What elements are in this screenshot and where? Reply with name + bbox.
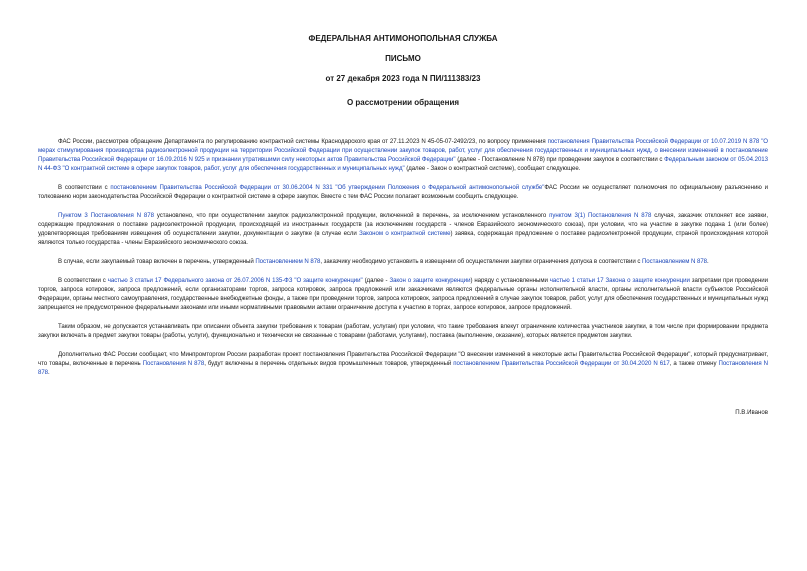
paragraph-text: Дополнительно ФАС России сообщает, что Минпромторгом России разработан проект постановления Правительства Российской Федерации "О внесении изменений в некоторые акты Правительства Российской Федерации", который предусматривает, что товары, включенные в перечень [38,351,768,367]
document-body [38,137,768,377]
paragraph [38,350,768,377]
paragraph-text: , а также отмену [669,360,719,367]
document-link[interactable]: Постановления N 878 [142,360,205,367]
signature: П.В.Иванов [735,409,768,416]
paragraph-text: . [48,369,50,376]
document-link[interactable]: Пунктом 3 Постановления N 878 [58,212,154,219]
document-link[interactable]: Законом о контрактной системе [359,230,451,237]
paragraph [38,183,768,201]
document-page [38,34,768,416]
document-subject: О рассмотрении обращения [346,98,460,107]
paragraph-text: Таким образом, не допускается устанавливать при описании объекта закупки требования к товарам (работам, услугам) при условии, что такие требования влекут ограничение количества участников закупки, в том числе при формировании предмета закупки включать в предмет закупки товары (работы, услуги), функционально и технически не связанные с товарами (работами, услугами), поставка (выполнение, оказание), которых является предметом закупки. [38,323,768,339]
paragraph-text: , заказчику необходимо установить в извещении об осуществлении закупки ограничения допуска в соответствии с [320,258,642,265]
paragraph-text: ) заявка, содержащая предложение о поставке радиоэлектронной продукции, страной происхождения которой являются только государства - члены Евразийского экономического союза. [38,230,768,246]
paragraph-text: В случае, если закупаемый товар включен в перечень, утвержденный [58,258,256,265]
paragraph [38,211,768,247]
document-date-number: от 27 декабря 2023 года N ПИ/111383/23 [325,74,481,83]
paragraph-text: В соответствии с [58,277,108,284]
paragraph-text: (далее - Постановление N 878) при проведении закупок в соответствии с [455,156,665,163]
paragraph-text: (далее - Закон о контрактной системе), сообщает следующее. [404,165,581,172]
paragraph [38,137,768,173]
paragraph-text: ФАС России, рассмотрев обращение Департамента по регулированию контрактной системы Краснодарского края от 27.11.2023 N 45-05-07-2492/23, по вопросу применения [58,138,548,145]
document-link[interactable]: постановлением Правительства Российской Федерации от 30.04.2020 N 617 [453,360,670,367]
document-link[interactable]: частью 1 статьи 17 Закона о защите конкуренции [549,277,690,284]
paragraph-text: . [707,258,709,265]
document-link[interactable]: пунктом 3(1) Постановления N 878 [549,212,652,219]
document-link[interactable]: Постановления N 878 [38,360,768,376]
paragraph-text: (далее - [362,277,390,284]
agency-title: ФЕДЕРАЛЬНАЯ АНТИМОНОПОЛЬНАЯ СЛУЖБА [308,34,498,43]
document-link[interactable]: постановления Правительства Российской Федерации от 10.07.2019 N 878 "О мерах стимулирования производства радиоэлектронной продукции на территории Российской Федерации при осуществлении закупок товаров, работ, услуг для обеспечения государственных и муниципальных нужд, о внесении изменений в постановление Правительства Российской Федерации от 16.09.2016 N 925 и признании утратившими силу некоторых актов Правительства Российской Федерации" [38,138,768,163]
paragraph [38,257,768,266]
paragraph [38,276,768,312]
paragraph-text: , будут включены в перечень отдельных видов промышленных товаров, утвержденный [204,360,454,367]
document-link[interactable]: частью 3 статьи 17 Федерального закона от 26.07.2006 N 135-ФЗ "О защите конкуренции" [107,277,363,284]
paragraph-text: случая, заказчик отклоняет все заявки, содержащие предложения о поставке радиоэлектронной продукции, происходящей из иностранных государств (за исключением государств - членов Евразийского экономического союза), при условии, что на участие в закупке подана 1 (или более) удовлетворяющая требованиям извещения об осуществлении закупки, документации о закупке (в случае если [38,212,768,237]
paragraph-text: ФАС России не осуществляет полномочия по официальному разъяснению и толкованию норм законодательства Российской Федерации о контрактной системе в сфере закупок. Вместе с тем ФАС России полагает возможным сообщить следующее. [38,184,768,200]
document-type: ПИСЬМО [385,54,421,63]
paragraph [38,322,768,340]
paragraph-text: установлено, что при осуществлении закупок радиоэлектронной продукции, включенной в перечень, за исключением установленного [153,212,550,219]
document-link[interactable]: Постановлением N 878 [641,258,707,265]
document-link[interactable]: Постановлением N 878 [255,258,321,265]
document-link[interactable]: Федеральным законом от 05.04.2013 N 44-ФЗ "О контрактной системе в сфере закупок товаров, работ, услуг для обеспечения государственных и муниципальных нужд" [38,156,768,172]
document-link[interactable]: Закон о защите конкуренции [389,277,471,284]
paragraph-text: В соответствии с [58,184,111,191]
document-link[interactable]: постановлением Правительства Российской Федерации от 30.06.2004 N 331 "Об утверждении Положения о Федеральной антимонопольной службе" [110,184,545,191]
paragraph-text: запретами при проведении торгов, запроса котировок, запроса предложений, если организаторами торгов, запроса котировок, запроса предложений или заказчиками являются федеральные органы исполнительной власти, органы исполнительной власти субъектов Российской Федерации, органы местного самоуправления, государственные внебюджетные фонды, а также при проведении торгов, запроса котировок, запроса предложений в случае закупок товаров, работ, услуг для обеспечения государственных и муниципальных нужд запрещается не предусмотренное федеральными законами или иными нормативными правовыми актами ограничение доступа к участию в торгах, запросе котировок, запросе предложений. [38,277,769,311]
paragraph-text: ) наряду с установленными [470,277,550,284]
